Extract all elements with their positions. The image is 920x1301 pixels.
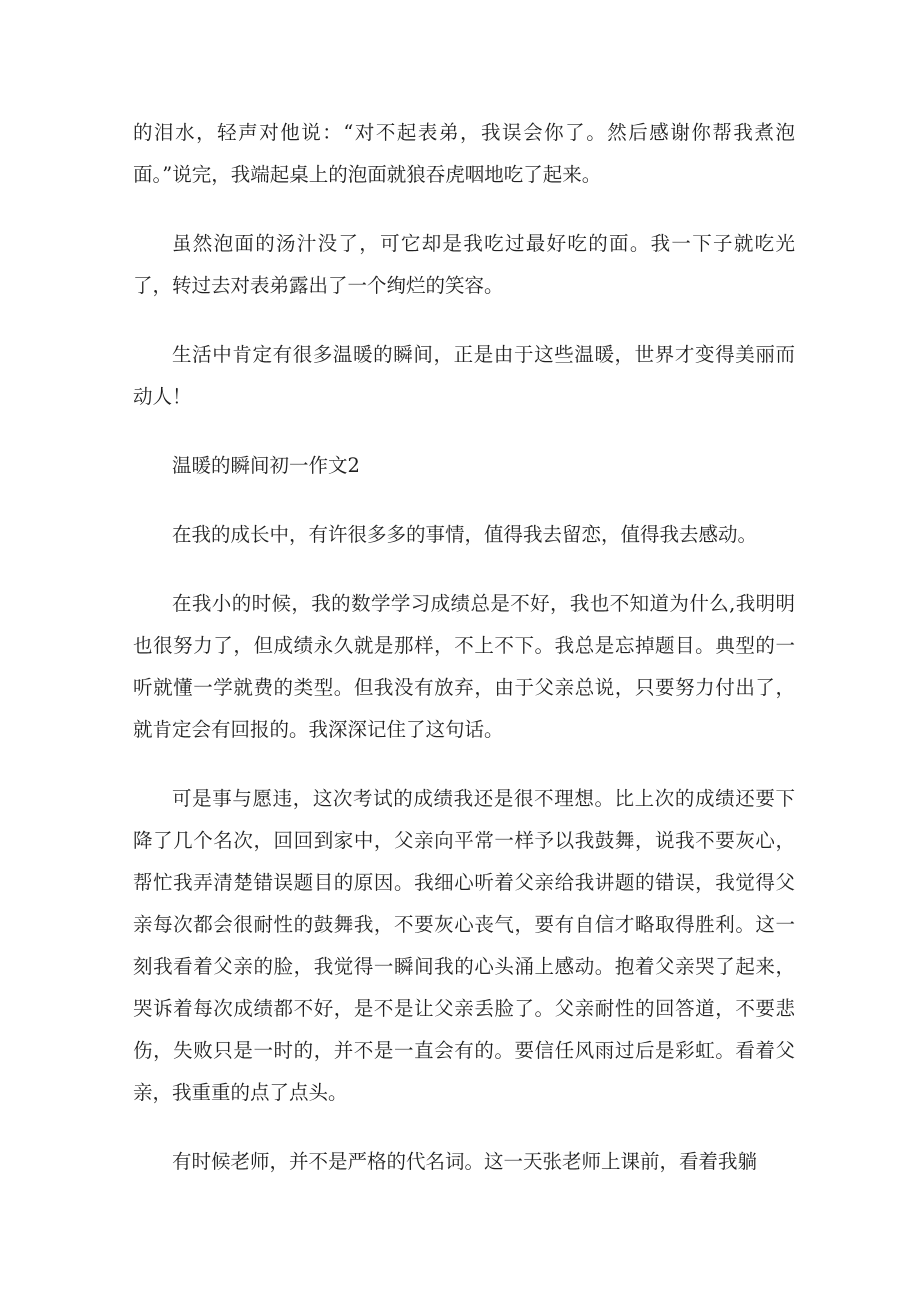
paragraph: 虽然泡面的汤汁没了，可它却是我吃过最好吃的面。我一下子就吃光了，转过去对表弟露出了一个绚烂的笑容。	[133, 232, 795, 297]
paragraph: 有时候老师，并不是严格的代名词。这一天张老师上课前，看着我躺	[172, 1150, 758, 1173]
section-heading: 温暖的瞬间初一作文2	[172, 454, 360, 477]
paragraph: 可是事与愿违，这次考试的成绩我还是很不理想。比上次的成绩还要下降了几个名次，回回到家中，父亲向平常一样予以我鼓舞，说我不要灰心，帮忙我弄清楚错误题目的原因。我细心听着父亲给我讲题的错误，我觉得父亲每次都会很耐性的鼓舞我，不要灰心丧气，要有自信才略取得胜利。这一刻我看着父亲的脸，我觉得一瞬间我的心头涌上感动。抱着父亲哭了起来，哭诉着每次成绩都不好，是不是让父亲丢脸了。父亲耐性的回答道，不要悲伤，失败只是一时的，并不是一直会有的。要信任风雨过后是彩虹。看着父亲，我重重的点了点头。	[133, 787, 795, 1104]
paragraph: 在我小的时候，我的数学学习成绩总是不好，我也不知道为什么,我明明也很努力了，但成绩永久就是那样，不上不下。我总是忘掉题目。典型的一听就懂一学就费的类型。但我没有放弃，由于父亲总说，只要努力付出了，就肯定会有回报的。我深深记住了这句话。	[133, 592, 795, 741]
paragraph: 生活中肯定有很多温暖的瞬间，正是由于这些温暖，世界才变得美丽而动人！	[133, 343, 795, 408]
paragraph: 在我的成长中，有许很多多的事情，值得我去留恋，值得我去感动。	[172, 523, 758, 546]
document-body	[133, 112, 795, 1210]
paragraph-continued: 的泪水，轻声对他说：“对不起表弟，我误会你了。然后感谢你帮我煮泡面。”说完，我端起桌上的泡面就狼吞虎咽地吃了起来。	[133, 121, 795, 186]
